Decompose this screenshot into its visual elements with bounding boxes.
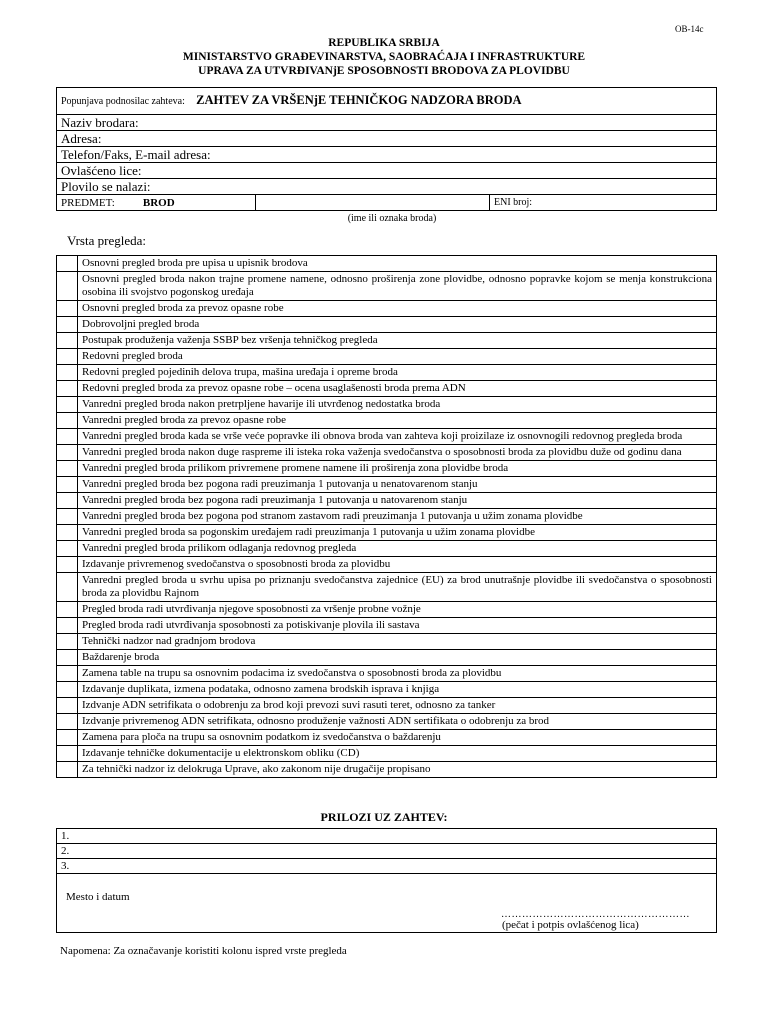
inspection-row (57, 349, 717, 365)
inspection-checkbox-cell[interactable] (57, 397, 78, 413)
inspection-row (57, 682, 717, 698)
inspection-checkbox-cell[interactable] (57, 461, 78, 477)
inspection-checkbox-cell[interactable] (57, 477, 78, 493)
inspection-label: Zamena para ploča na trupu sa osnovnim podatkom iz svedočanstva o baždarenju (78, 730, 717, 746)
inspection-row (57, 746, 717, 762)
inspection-row (57, 301, 717, 317)
inspection-checkbox-cell[interactable] (57, 730, 78, 746)
inspection-row (57, 714, 717, 730)
inspection-row (57, 602, 717, 618)
header-line-2: MINISTARSTVO GRAĐEVINARSTVA, SAOBRAĆAJA I INFRASTRUKTURE (182, 51, 586, 63)
place-date-label: Mesto i datum (66, 891, 130, 903)
inspection-label: Baždarenje broda (78, 650, 717, 666)
inspection-checkbox-cell[interactable] (57, 762, 78, 778)
inspection-label: Izdavanje privremenog svedočanstva o sposobnosti broda za plovidbu (78, 557, 717, 573)
inspection-row (57, 698, 717, 714)
inspection-checkbox-cell[interactable] (57, 256, 78, 272)
field-vessel-location[interactable]: Plovilo se nalazi: (57, 179, 717, 195)
inspection-row (57, 666, 717, 682)
inspection-label: Redovni pregled broda (78, 349, 717, 365)
inspection-row (57, 381, 717, 397)
applicant-prefix: Popunjava podnosilac zahteva: (61, 96, 185, 107)
inspection-row (57, 525, 717, 541)
inspection-checkbox-cell[interactable] (57, 493, 78, 509)
inspection-row (57, 762, 717, 778)
field-authorized-person[interactable]: Ovlašćeno lice: (57, 163, 717, 179)
inspection-label: Pregled broda radi utvrđivanja sposobnosti za potiskivanje plovila ili sastava (78, 618, 717, 634)
vessel-name-caption: (ime ili oznaka broda) (347, 213, 437, 224)
predmet-label: PREDMET: (61, 197, 115, 209)
inspection-label: Izdvanje ADN setrifikata o odobrenju za brod koji prevozi suvi rasuti teret, odnosno za tanker (78, 698, 717, 714)
inspection-label: Vanredni pregled broda bez pogona radi preuzimanja 1 putovanja u natovarenom stanju (78, 493, 717, 509)
inspection-checkbox-cell[interactable] (57, 301, 78, 317)
inspection-checkbox-cell[interactable] (57, 573, 78, 602)
inspection-checkbox-cell[interactable] (57, 541, 78, 557)
header-line-1: REPUBLIKA SRBIJA (328, 37, 440, 49)
inspection-row (57, 461, 717, 477)
inspection-checkbox-cell[interactable] (57, 650, 78, 666)
attachment-item-2[interactable]: 2. (57, 844, 717, 859)
inspection-checkbox-cell[interactable] (57, 602, 78, 618)
inspection-row (57, 650, 717, 666)
predmet-cell (57, 195, 256, 211)
field-phone-email[interactable]: Telefon/Faks, E-mail adresa: (57, 147, 717, 163)
inspection-row (57, 493, 717, 509)
inspection-label: Vanredni pregled broda prilikom odlaganja redovnog pregleda (78, 541, 717, 557)
inspection-row (57, 730, 717, 746)
inspection-type-table (56, 255, 717, 778)
note: Napomena: Za označavanje koristiti kolonu ispred vrste pregleda (60, 945, 347, 957)
inspection-checkbox-cell[interactable] (57, 557, 78, 573)
inspection-label: Vanredni pregled broda nakon pretrpljene havarije ili utvrđenog nedostatka broda (78, 397, 717, 413)
attachments-title: PRILOZI UZ ZAHTEV: (320, 810, 448, 824)
inspection-checkbox-cell[interactable] (57, 525, 78, 541)
inspection-type-label: Vrsta pregleda: (67, 233, 146, 248)
attachment-item-1[interactable]: 1. (57, 829, 717, 844)
predmet-value: BROD (142, 197, 175, 209)
inspection-checkbox-cell[interactable] (57, 509, 78, 525)
signature-cell[interactable] (57, 874, 717, 933)
inspection-checkbox-cell[interactable] (57, 634, 78, 650)
inspection-checkbox-cell[interactable] (57, 429, 78, 445)
field-company-name[interactable]: Naziv brodara: (57, 115, 717, 131)
inspection-checkbox-cell[interactable] (57, 349, 78, 365)
inspection-label: Osnovni pregled broda nakon trajne promene namene, odnosno proširenja zone plovidbe, odnosno popravke kojom se menja konstrukciona osobina ili svojstvo pogonskog uređaja (78, 272, 717, 301)
inspection-checkbox-cell[interactable] (57, 333, 78, 349)
inspection-row (57, 317, 717, 333)
inspection-label: Vanredni pregled broda bez pogona radi preuzimanja 1 putovanja u nenatovarenom stanju (78, 477, 717, 493)
inspection-checkbox-cell[interactable] (57, 272, 78, 301)
applicant-table (56, 87, 717, 211)
attachment-item-3[interactable]: 3. (57, 859, 717, 874)
inspection-row (57, 477, 717, 493)
header-line-3: UPRAVA ZA UTVRĐIVANjE SPOSOBNOSTI BRODOVA ZA PLOVIDBU (198, 65, 570, 77)
inspection-label: Tehnički nadzor nad gradnjom brodova (78, 634, 717, 650)
inspection-checkbox-cell[interactable] (57, 682, 78, 698)
inspection-checkbox-cell[interactable] (57, 714, 78, 730)
inspection-row (57, 365, 717, 381)
document-header (0, 36, 768, 78)
inspection-checkbox-cell[interactable] (57, 746, 78, 762)
inspection-row (57, 557, 717, 573)
inspection-label: Vanredni pregled broda u svrhu upisa po priznanju svedočanstva zajednice (EU) za brod unutrašnje plovidbe ili svedočanstva o sposobnosti broda za plovidbu Rajnom (78, 573, 717, 602)
inspection-label: Vanredni pregled broda za prevoz opasne robe (78, 413, 717, 429)
inspection-checkbox-cell[interactable] (57, 381, 78, 397)
attachments-table (56, 828, 717, 933)
signature-caption: (pečat i potpis ovlašćenog lica) (502, 919, 639, 931)
inspection-row (57, 272, 717, 301)
form-code: OB-14c (675, 24, 704, 34)
inspection-label: Dobrovoljni pregled broda (78, 317, 717, 333)
inspection-checkbox-cell[interactable] (57, 698, 78, 714)
inspection-row (57, 413, 717, 429)
inspection-label: Zamena table na trupu sa osnovnim podacima iz svedočanstva o sposobnosti broda za plovidbu (78, 666, 717, 682)
inspection-row (57, 618, 717, 634)
inspection-label: Pregled broda radi utvrđivanja njegove sposobnosti za vršenje probne vožnje (78, 602, 717, 618)
signature-line: ……………………………………………… (501, 909, 690, 920)
inspection-label: Izdavanje tehničke dokumentacije u elektronskom obliku (CD) (78, 746, 717, 762)
inspection-label: Osnovni pregled broda pre upisa u upisnik brodova (78, 256, 717, 272)
inspection-label: Osnovni pregled broda za prevoz opasne robe (78, 301, 717, 317)
field-address[interactable]: Adresa: (57, 131, 717, 147)
inspection-checkbox-cell[interactable] (57, 317, 78, 333)
inspection-checkbox-cell[interactable] (57, 618, 78, 634)
inspection-label: Izdavanje duplikata, izmena podataka, odnosno zamena brodskih isprava i knjiga (78, 682, 717, 698)
inspection-label: Vanredni pregled broda sa pogonskim uređajem radi preuzimanja 1 putovanja u užim zonama plovidbe (78, 525, 717, 541)
inspection-row (57, 429, 717, 445)
inspection-label: Vanredni pregled broda kada se vrše veće popravke ili obnova broda van zahteva koji proizilaze iz osnovnogili redovnog pregleda broda (78, 429, 717, 445)
inspection-label: Redovni pregled pojedinih delova trupa, mašina uređaja i opreme broda (78, 365, 717, 381)
inspection-checkbox-cell[interactable] (57, 413, 78, 429)
inspection-checkbox-cell[interactable] (57, 666, 78, 682)
inspection-row (57, 445, 717, 461)
eni-number-field[interactable]: ENI broj: (490, 195, 717, 211)
inspection-label: Vanredni pregled broda prilikom privremene promene namene ili proširenja zona plovidbe broda (78, 461, 717, 477)
request-title-cell (57, 88, 717, 115)
inspection-label: Vanredni pregled broda bez pogona pod stranom zastavom radi preuzimanja 1 putovanja u užim zonama plovidbe (78, 509, 717, 525)
inspection-label: Redovni pregled broda za prevoz opasne robe – ocena usaglašenosti broda prema ADN (78, 381, 717, 397)
inspection-row (57, 397, 717, 413)
inspection-row (57, 541, 717, 557)
inspection-label: Vanredni pregled broda nakon duge raspreme ili isteka roka važenja svedočanstva o sposobnosti broda za plovidbu duže od godinu dana (78, 445, 717, 461)
inspection-label: Za tehnički nadzor iz delokruga Uprave, ako zakonom nije drugačije propisano (78, 762, 717, 778)
inspection-checkbox-cell[interactable] (57, 445, 78, 461)
inspection-row (57, 333, 717, 349)
inspection-row (57, 573, 717, 602)
inspection-label: Postupak produženja važenja SSBP bez vršenja tehničkog pregleda (78, 333, 717, 349)
inspection-label: Izdvanje privremenog ADN setrifikata, odnosno produženje važnosti ADN sertifikata o odobrenju za brod (78, 714, 717, 730)
inspection-row (57, 256, 717, 272)
inspection-row (57, 634, 717, 650)
vessel-name-field[interactable] (256, 195, 490, 211)
request-title: ZAHTEV ZA VRŠENjE TEHNIČKOG NADZORA BRODA (196, 93, 522, 107)
inspection-row (57, 509, 717, 525)
inspection-checkbox-cell[interactable] (57, 365, 78, 381)
